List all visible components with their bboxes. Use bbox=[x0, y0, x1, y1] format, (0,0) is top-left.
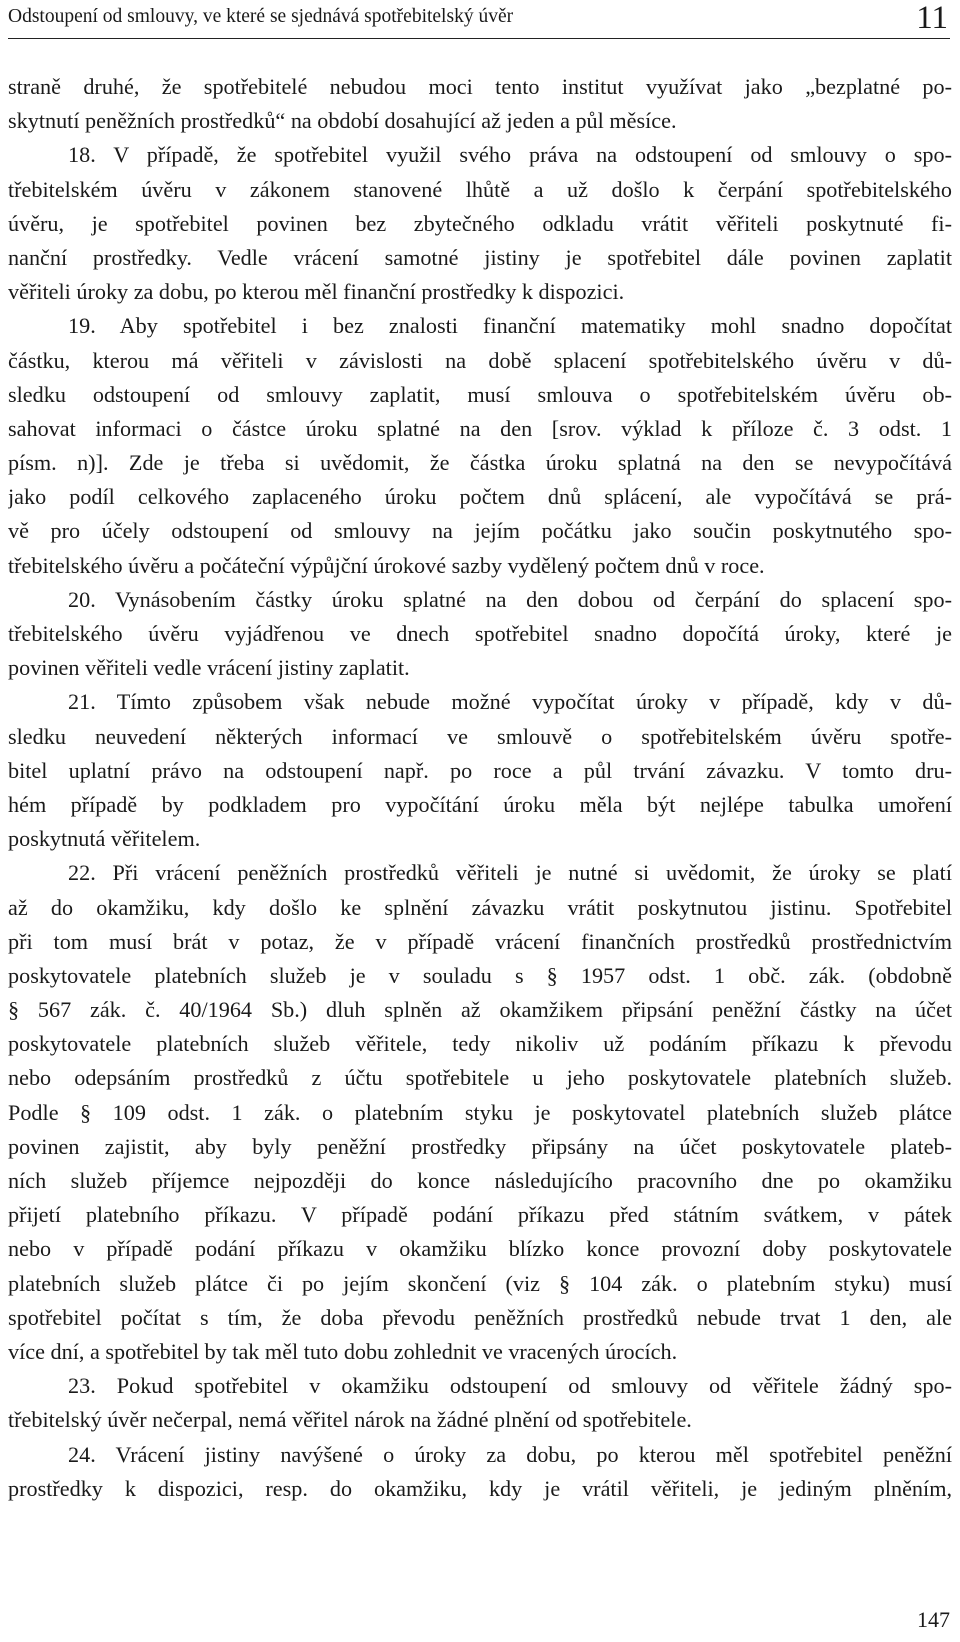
text-line: jako podíl celkového zaplaceného úroku počtem dnů splácení, ale vypočítává se prá- bbox=[8, 484, 952, 510]
text-line: úvěru, je spotřebitel povinen bez zbytečného odkladu vrátit věřiteli poskytnuté fi- bbox=[8, 210, 952, 236]
text-line: 24. Vrácení jistiny navýšené o úroky za dobu, po kterou měl spotřebitel peněžní bbox=[68, 1441, 952, 1467]
text-line: bitel uplatní právo na odstoupení např. po roce a půl trvání závazku. V tomto dru- bbox=[8, 757, 952, 783]
text-line: hém případě by podkladem pro vypočítání úroku měla být nejlépe tabulka umoření bbox=[8, 791, 952, 817]
chapter-number: 11 bbox=[916, 0, 948, 36]
text-line: třebitelský úvěr nečerpal, nemá věřitel nárok na žádné plnění od spotřebitele. bbox=[8, 1407, 692, 1433]
text-line: § 567 zák. č. 40/1964 Sb.) dluh splněn až okamžikem připsání peněžní částky na účet bbox=[8, 997, 952, 1023]
running-header bbox=[8, 0, 950, 39]
text-line: spotřebitel počítat s tím, že doba převodu peněžních prostředků nebude trvat 1 den, ale bbox=[8, 1304, 952, 1330]
text-line: poskytnutá věřitelem. bbox=[8, 826, 201, 852]
running-title: Odstoupení od smlouvy, ve které se sjednává spotřebitelský úvěr bbox=[8, 6, 514, 27]
text-line: sledku odstoupení od smlouvy zaplatit, musí smlouva o spotřebitelském úvěru ob- bbox=[8, 381, 952, 407]
text-line: platebních služeb plátce či po jejím skončení (viz § 104 zák. o platebním styku) musí bbox=[8, 1270, 952, 1296]
text-line: prostředky k dispozici, resp. do okamžiku, kdy je vrátil věřiteli, je jediným plněním, bbox=[8, 1475, 952, 1501]
body-text bbox=[8, 70, 952, 1506]
text-line: až do okamžiku, kdy došlo ke splnění závazku vrátit poskytnutou jistinu. Spotřebitel bbox=[8, 894, 952, 920]
text-line: při tom musí brát v potaz, že v případě vrácení finančních prostředků prostřednictvím bbox=[8, 928, 952, 954]
text-line: přijetí platebního příkazu. V případě podání příkazu před státním svátkem, v pátek bbox=[8, 1202, 952, 1228]
text-line: 21. Tímto způsobem však nebude možné vypočítat úroky v případě, kdy v dů- bbox=[68, 689, 952, 715]
text-line: 18. V případě, že spotřebitel využil svého práva na odstoupení od smlouvy o spo- bbox=[68, 142, 952, 168]
text-line: nanční prostředky. Vedle vrácení samotné jistiny je spotřebitel dále povinen zaplatit bbox=[8, 244, 952, 270]
text-line: vě pro účely odstoupení od smlouvy na jejím počátku jako součin poskytnutého spo- bbox=[8, 518, 952, 544]
text-line: třebitelského úvěru vyjádřenou ve dnech spotřebitel snadno dopočítá úroky, které je bbox=[8, 621, 952, 646]
text-line: Podle § 109 odst. 1 zák. o platebním styku je poskytovatel platebních služeb plátce bbox=[8, 1099, 952, 1125]
page-number: 147 bbox=[917, 1607, 950, 1632]
text-line: straně druhé, že spotřebitelé nebudou moci tento institut využívat jako „bezplatné po- bbox=[8, 74, 952, 99]
text-line: písm. n)]. Zde je třeba si uvědomit, že částka úroku splatná na den se nevypočítává bbox=[8, 450, 952, 476]
text-line: sahovat informaci o částce úroku splatné na den [srov. výklad k příloze č. 3 odst. 1 bbox=[8, 415, 952, 441]
text-line: třebitelského úvěru a počáteční výpůjční úrokové sazby vydělený počtem dnů v roce. bbox=[8, 552, 765, 578]
text-line: částku, kterou má věřiteli v závislosti na době splacení spotřebitelského úvěru v dů- bbox=[8, 347, 952, 373]
text-line: věřiteli úroky za dobu, po kterou měl finanční prostředky k dispozici. bbox=[8, 279, 625, 305]
text-line: skytnutí peněžních prostředků“ na období dosahující až jeden a půl měsíce. bbox=[8, 108, 677, 134]
text-line: 22. Při vrácení peněžních prostředků věřiteli je nutné si uvědomit, že úroky se platí bbox=[68, 860, 952, 886]
text-line: poskytovatele platebních služeb je v souladu s § 1957 odst. 1 obč. zák. (obdobně bbox=[8, 962, 952, 988]
text-line: sledku neuvedení některých informací ve smlouvě o spotřebitelském úvěru spotře- bbox=[8, 723, 952, 749]
text-line: poskytovatele platebních služeb věřitele, tedy nikoliv už podáním příkazu k převodu bbox=[8, 1031, 952, 1057]
text-line: nebo odepsáním prostředků z účtu spotřebitele u jeho poskytovatele platebních služeb. bbox=[8, 1065, 952, 1091]
text-line: 19. Aby spotřebitel i bez znalosti finanční matematiky mohl snadno dopočítat bbox=[68, 313, 952, 339]
text-line: nebo v případě podání příkazu v okamžiku blízko konce provozní doby poskytovatele bbox=[8, 1236, 952, 1262]
text-line: 20. Vynásobením částky úroku splatné na den dobou od čerpání do splacení spo- bbox=[68, 586, 952, 612]
text-line: povinen věřiteli vedle vrácení jistiny zaplatit. bbox=[8, 655, 410, 681]
text-line: více dní, a spotřebitel by tak měl tuto dobu zohlednit ve vracených úrocích. bbox=[8, 1338, 678, 1364]
text-line: ních služeb příjemce nejpozději do konce následujícího pracovního dne po okamžiku bbox=[8, 1168, 952, 1193]
text-line: 23. Pokud spotřebitel v okamžiku odstoupení od smlouvy od věřitele žádný spo- bbox=[68, 1373, 952, 1399]
text-line: povinen zajistit, aby byly peněžní prostředky připsány na účet poskytovatele plateb- bbox=[8, 1133, 952, 1159]
text-line: třebitelském úvěru v zákonem stanovené lhůtě a už došlo k čerpání spotřebitelského bbox=[8, 176, 952, 202]
